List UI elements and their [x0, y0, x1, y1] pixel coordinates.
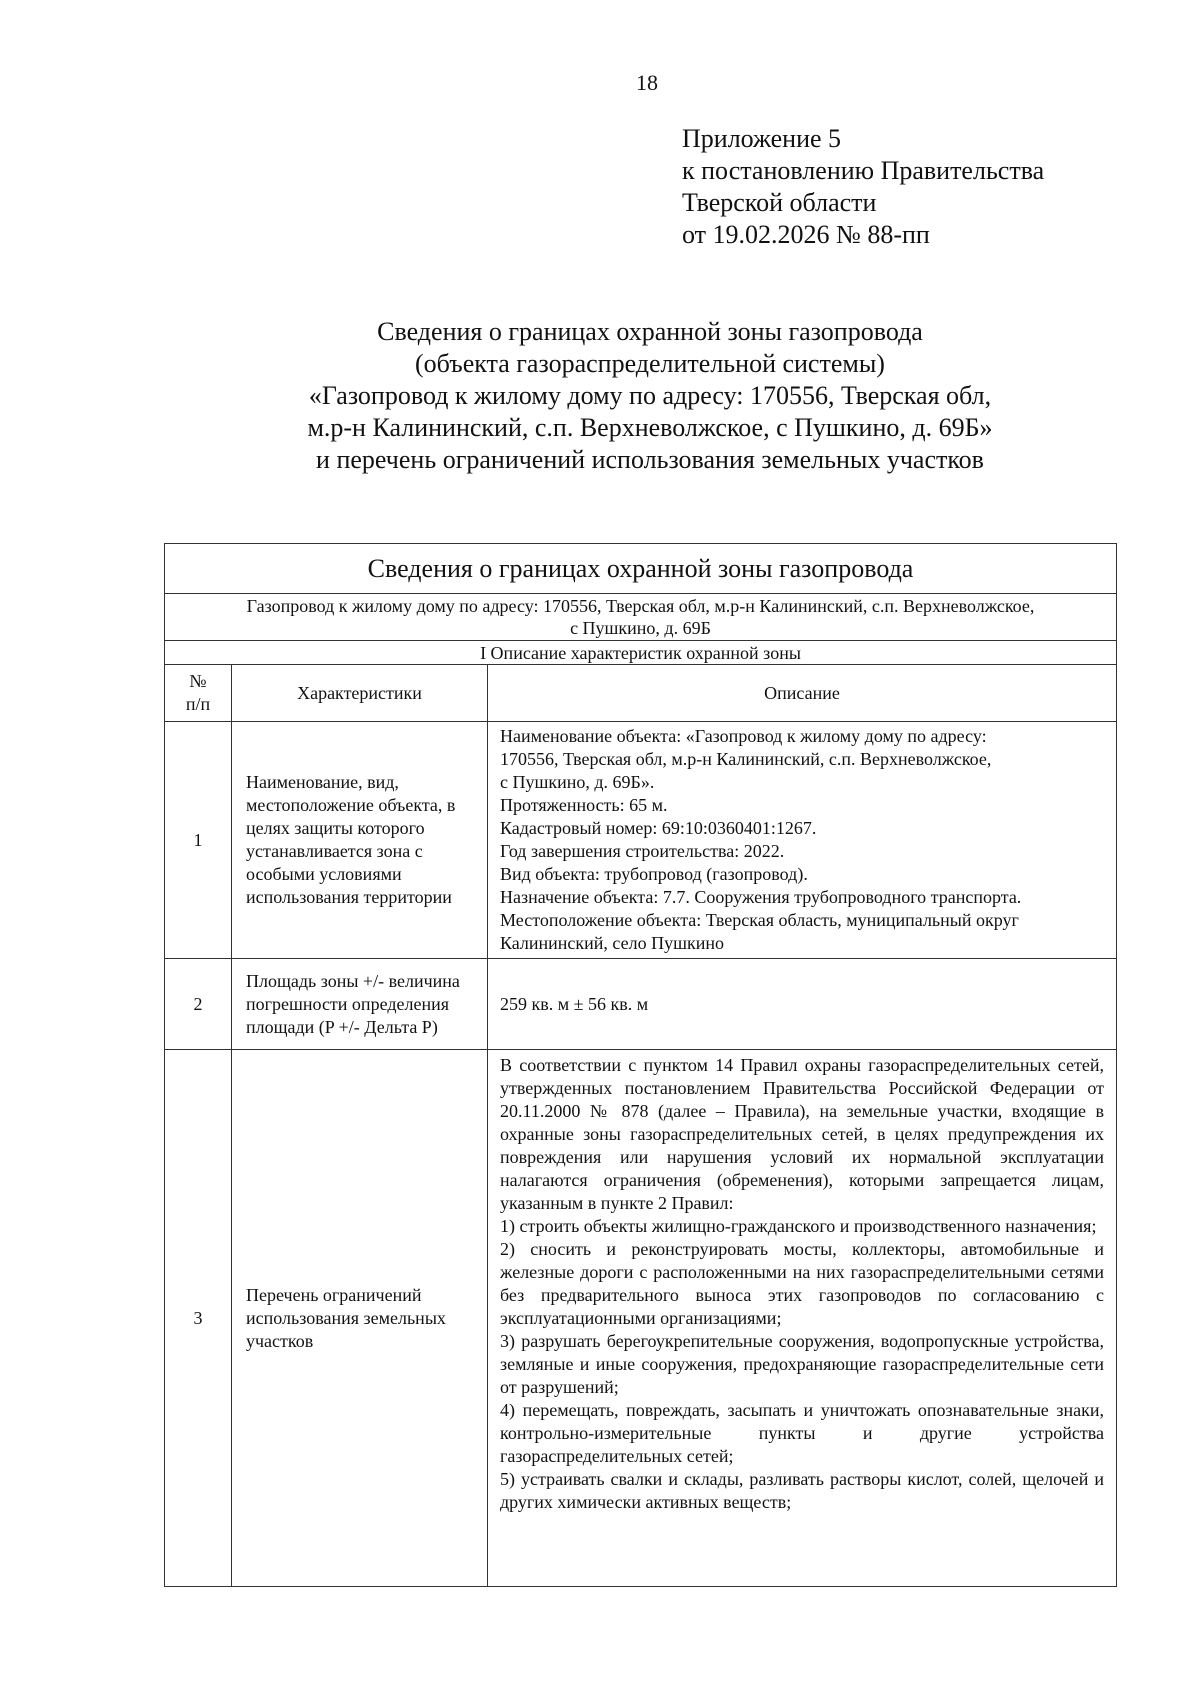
description-line: Местоположение объекта: Тверская область, муниципальный округ: [500, 910, 1019, 930]
description-line: Наименование объекта: «Газопровод к жилому дому по адресу:: [500, 726, 987, 746]
table-title-row: [165, 544, 1117, 594]
description-line: с Пушкино, д. 69Б».: [500, 772, 655, 792]
section-heading: I Описание характеристик охранной зоны: [165, 641, 1117, 665]
table-title: Сведения о границах охранной зоны газопровода: [165, 544, 1117, 594]
description-line: Год завершения строительства: 2022.: [500, 841, 785, 861]
document-title: [150, 316, 1150, 476]
header-number: [165, 665, 232, 722]
row-number: 1: [165, 722, 232, 959]
row-number: 3: [165, 1050, 232, 1587]
table-row: [165, 1050, 1117, 1587]
description-line: Вид объекта: трубопровод (газопровод).: [500, 864, 808, 884]
appendix-line: к постановлению Правительства: [682, 156, 1045, 185]
description-line: Кадастровый номер: 69:10:0360401:1267.: [500, 818, 817, 838]
table-row: [165, 722, 1117, 959]
page-number: 18: [636, 70, 658, 95]
row-description: [488, 1050, 1117, 1587]
restriction-paragraph: 2) сносить и реконструировать мосты, коллекторы, автомобильные и железные дороги с расположенными на них газораспределительными сетями без предварительного выноса этих газопроводов по согласованию с эксплуатационными организациями;: [500, 1239, 1104, 1328]
object-line: с Пушкино, д. 69Б: [570, 618, 711, 638]
table-section-row: [165, 641, 1117, 665]
restriction-paragraph: В соответствии с пунктом 14 Правил охраны газораспределительных сетей, утвержденных постановлением Правительства Российской Федерации от 20.11.2000 № 878 (далее – Правила), на земельные участки, входящие в охранные зоны газораспределительных сетей, в целях предупреждения их повреждения или нарушения условий их нормальной эксплуатации налагаются ограничения (обременения), которыми запрещается лицам, указанным в пункте 2 Правил:: [500, 1055, 1104, 1213]
row-description: [488, 722, 1117, 959]
restriction-paragraph: 4) перемещать, повреждать, засыпать и уничтожать опознавательные знаки, контрольно-измерительные пункты и другие устройства газораспределительных сетей;: [500, 1400, 1104, 1466]
row-characteristic: Перечень ограничений использования земельных участков: [232, 1050, 488, 1587]
title-line: Сведения о границах охранной зоны газопровода: [377, 317, 923, 346]
table-object-row: [165, 594, 1117, 641]
row-number: 2: [165, 959, 232, 1050]
description-line: 170556, Тверская обл, м.р-н Калининский, с.п. Верхневолжское,: [500, 749, 992, 769]
header-description: Описание: [488, 665, 1117, 722]
title-line: м.р-н Калининский, с.п. Верхневолжское, с Пушкино, д. 69Б»: [307, 413, 993, 442]
row-characteristic: Наименование, вид, местоположение объекта, в целях защиты которого устанавливается зона с особыми условиями использования территории: [232, 722, 488, 959]
table-header-row: [165, 665, 1117, 722]
description-line: Калининский, село Пушкино: [500, 933, 724, 953]
description-line: Назначение объекта: 7.7. Сооружения трубопроводного транспорта.: [500, 887, 1022, 907]
row-characteristic: Площадь зоны +/- величина погрешности определения площади (P +/- Дельта P): [232, 959, 488, 1050]
table-object-cell: [165, 594, 1117, 641]
title-line: и перечень ограничений использования земельных участков: [316, 445, 984, 474]
protection-zone-table: [164, 543, 1117, 1587]
restriction-paragraph: 1) строить объекты жилищно-гражданского и производственного назначения;: [500, 1216, 1097, 1236]
header-number-line: №: [189, 671, 207, 691]
title-line: (объекта газораспределительной системы): [415, 349, 885, 378]
header-number-line: п/п: [185, 694, 211, 714]
row-description: 259 кв. м ± 56 кв. м: [488, 959, 1117, 1050]
object-line: Газопровод к жилому дому по адресу: 170556, Тверская обл, м.р-н Калининский, с.п. Верхневолжское,: [246, 596, 1035, 616]
appendix-line: Приложение 5: [682, 124, 842, 153]
table-row: [165, 959, 1117, 1050]
title-line: «Газопровод к жилому дому по адресу: 170556, Тверская обл,: [308, 381, 992, 410]
restriction-paragraph: 3) разрушать берегоукрепительные сооружения, водопропускные устройства, земляные и иные сооружения, предохраняющие газораспределительные сети от разрушений;: [500, 1331, 1104, 1397]
description-line: Протяженность: 65 м.: [500, 795, 668, 815]
restriction-paragraph: 5) устраивать свалки и склады, разливать растворы кислот, солей, щелочей и других химически активных веществ;: [500, 1469, 1104, 1512]
appendix-line: от 19.02.2026 № 88-пп: [682, 220, 930, 249]
appendix-header: [682, 123, 1044, 251]
header-characteristics: Характеристики: [232, 665, 488, 722]
appendix-line: Тверской области: [682, 188, 877, 217]
